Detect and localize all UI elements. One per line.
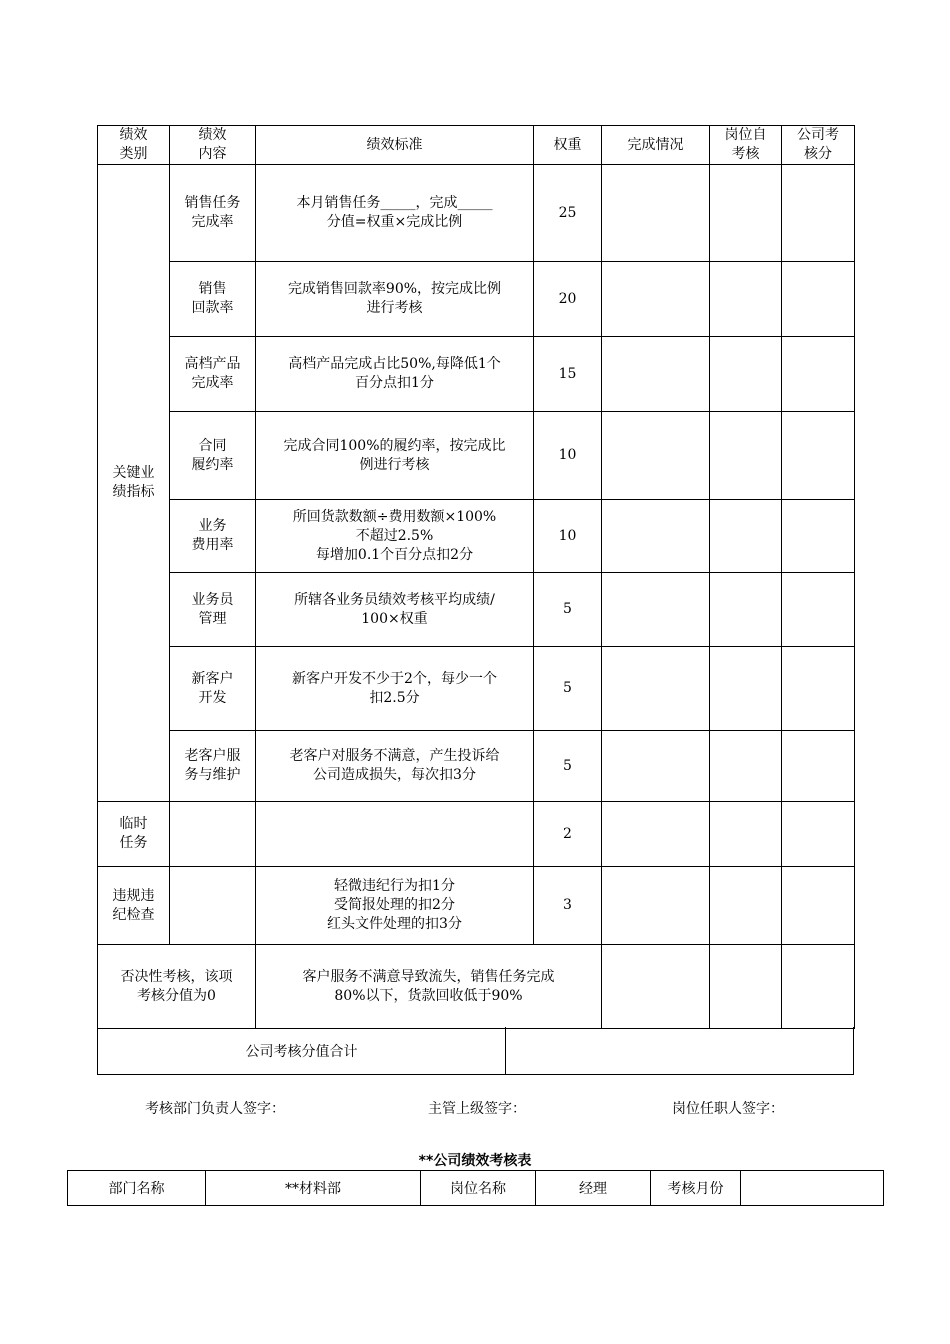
table-row [98,262,855,337]
employee-signature: 岗位任职人签字： [672,1101,784,1117]
company-assess-cell[interactable] [782,573,855,647]
violation-content [170,867,256,945]
completion-cell[interactable] [602,731,710,802]
company-assess-cell[interactable] [782,731,855,802]
header-weight: 权重 [534,126,602,165]
self-assess-cell[interactable] [710,500,782,573]
completion-cell[interactable] [602,867,710,945]
violation-weight: 3 [534,867,602,945]
company-assess-cell[interactable] [782,165,855,262]
table-row [98,573,855,647]
row-weight: 15 [534,337,602,412]
veto-row [98,945,855,1029]
dept-name-label: 部门名称 [68,1171,206,1206]
self-assess-cell[interactable] [710,731,782,802]
total-row [97,1027,854,1075]
row-standard: 完成销售回款率90%，按完成比例 进行考核 [256,262,534,337]
table-row [98,337,855,412]
header-standard: 绩效标准 [256,126,534,165]
post-value: 经理 [536,1171,651,1206]
dept-name-value: **材料部 [206,1171,421,1206]
row-weight: 20 [534,262,602,337]
row-content: 业务员 管理 [170,573,256,647]
row-content: 业务 费用率 [170,500,256,573]
self-assess-cell[interactable] [710,412,782,500]
dept-head-signature: 考核部门负责人签字： [145,1101,285,1117]
self-assess-cell[interactable] [710,165,782,262]
header-company-assess: 公司考 核分 [782,126,855,165]
self-assess-cell[interactable] [710,337,782,412]
table-row [98,731,855,802]
row-content: 销售任务 完成率 [170,165,256,262]
self-assess-cell[interactable] [710,262,782,337]
self-assess-cell[interactable] [710,573,782,647]
total-value-cell[interactable] [506,1027,853,1074]
veto-standard: 客户服务不满意导致流失，销售任务完成 80%以下，货款回收低于90% [256,945,602,1029]
violation-row [98,867,855,945]
header-content: 绩效 内容 [170,126,256,165]
company-assess-cell[interactable] [782,412,855,500]
self-assess-cell[interactable] [710,802,782,867]
row-weight: 5 [534,647,602,731]
row-standard: 本月销售任务_____，完成_____ 分值=权重×完成比例 [256,165,534,262]
row-weight: 10 [534,412,602,500]
completion-cell[interactable] [602,262,710,337]
completion-cell[interactable] [602,945,710,1029]
company-assess-cell[interactable] [782,337,855,412]
company-assess-cell[interactable] [782,647,855,731]
company-assess-cell[interactable] [782,867,855,945]
row-weight: 25 [534,165,602,262]
post-label: 岗位名称 [421,1171,536,1206]
month-value[interactable] [741,1171,884,1206]
key-indicator-category: 关键业 绩指标 [98,165,170,802]
self-assess-cell[interactable] [710,945,782,1029]
table-row [98,165,855,262]
supervisor-signature: 主管上级签字： [428,1101,526,1117]
completion-cell[interactable] [602,647,710,731]
row-weight: 10 [534,500,602,573]
completion-cell[interactable] [602,573,710,647]
veto-label: 否决性考核，该项 考核分值为0 [98,945,256,1029]
row-content: 合同 履约率 [170,412,256,500]
temp-task-standard [256,802,534,867]
row-standard: 老客户对服务不满意，产生投诉给 公司造成损失，每次扣3分 [256,731,534,802]
company-assess-cell[interactable] [782,262,855,337]
temp-task-row [98,802,855,867]
company-assess-cell[interactable] [782,945,855,1029]
row-weight: 5 [534,731,602,802]
table-row [98,412,855,500]
temp-task-weight: 2 [534,802,602,867]
completion-cell[interactable] [602,802,710,867]
total-label: 公司考核分值合计 [98,1027,506,1074]
month-label: 考核月份 [651,1171,741,1206]
company-assess-cell[interactable] [782,802,855,867]
temp-task-content [170,802,256,867]
violation-category: 违规违 纪检查 [98,867,170,945]
row-content: 新客户 开发 [170,647,256,731]
header-self-assess: 岗位自 考核 [710,126,782,165]
self-assess-cell[interactable] [710,867,782,945]
row-content: 销售 回款率 [170,262,256,337]
row-standard: 高档产品完成占比50%,每降低1个 百分点扣1分 [256,337,534,412]
header-completion: 完成情况 [602,126,710,165]
row-content: 老客户服 务与维护 [170,731,256,802]
completion-cell[interactable] [602,500,710,573]
dept-info-table [67,1170,884,1206]
performance-table [97,125,855,1029]
row-standard: 新客户开发不少于2个，每少一个 扣2.5分 [256,647,534,731]
completion-cell[interactable] [602,412,710,500]
self-assess-cell[interactable] [710,647,782,731]
row-content: 高档产品 完成率 [170,337,256,412]
second-form-title: **公司绩效考核表 [418,1153,532,1169]
header-row [98,126,855,165]
dept-info-row [68,1171,884,1206]
row-standard: 所辖各业务员绩效考核平均成绩/ 100×权重 [256,573,534,647]
completion-cell[interactable] [602,337,710,412]
company-assess-cell[interactable] [782,500,855,573]
row-weight: 5 [534,573,602,647]
temp-task-category: 临时 任务 [98,802,170,867]
row-standard: 完成合同100%的履约率，按完成比 例进行考核 [256,412,534,500]
row-standard: 所回货款数额÷费用数额×100% 不超过2.5% 每增加0.1个百分点扣2分 [256,500,534,573]
violation-standard: 轻微违纪行为扣1分 受简报处理的扣2分 红头文件处理的扣3分 [256,867,534,945]
table-row [98,647,855,731]
table-row [98,500,855,573]
completion-cell[interactable] [602,165,710,262]
header-category: 绩效 类别 [98,126,170,165]
